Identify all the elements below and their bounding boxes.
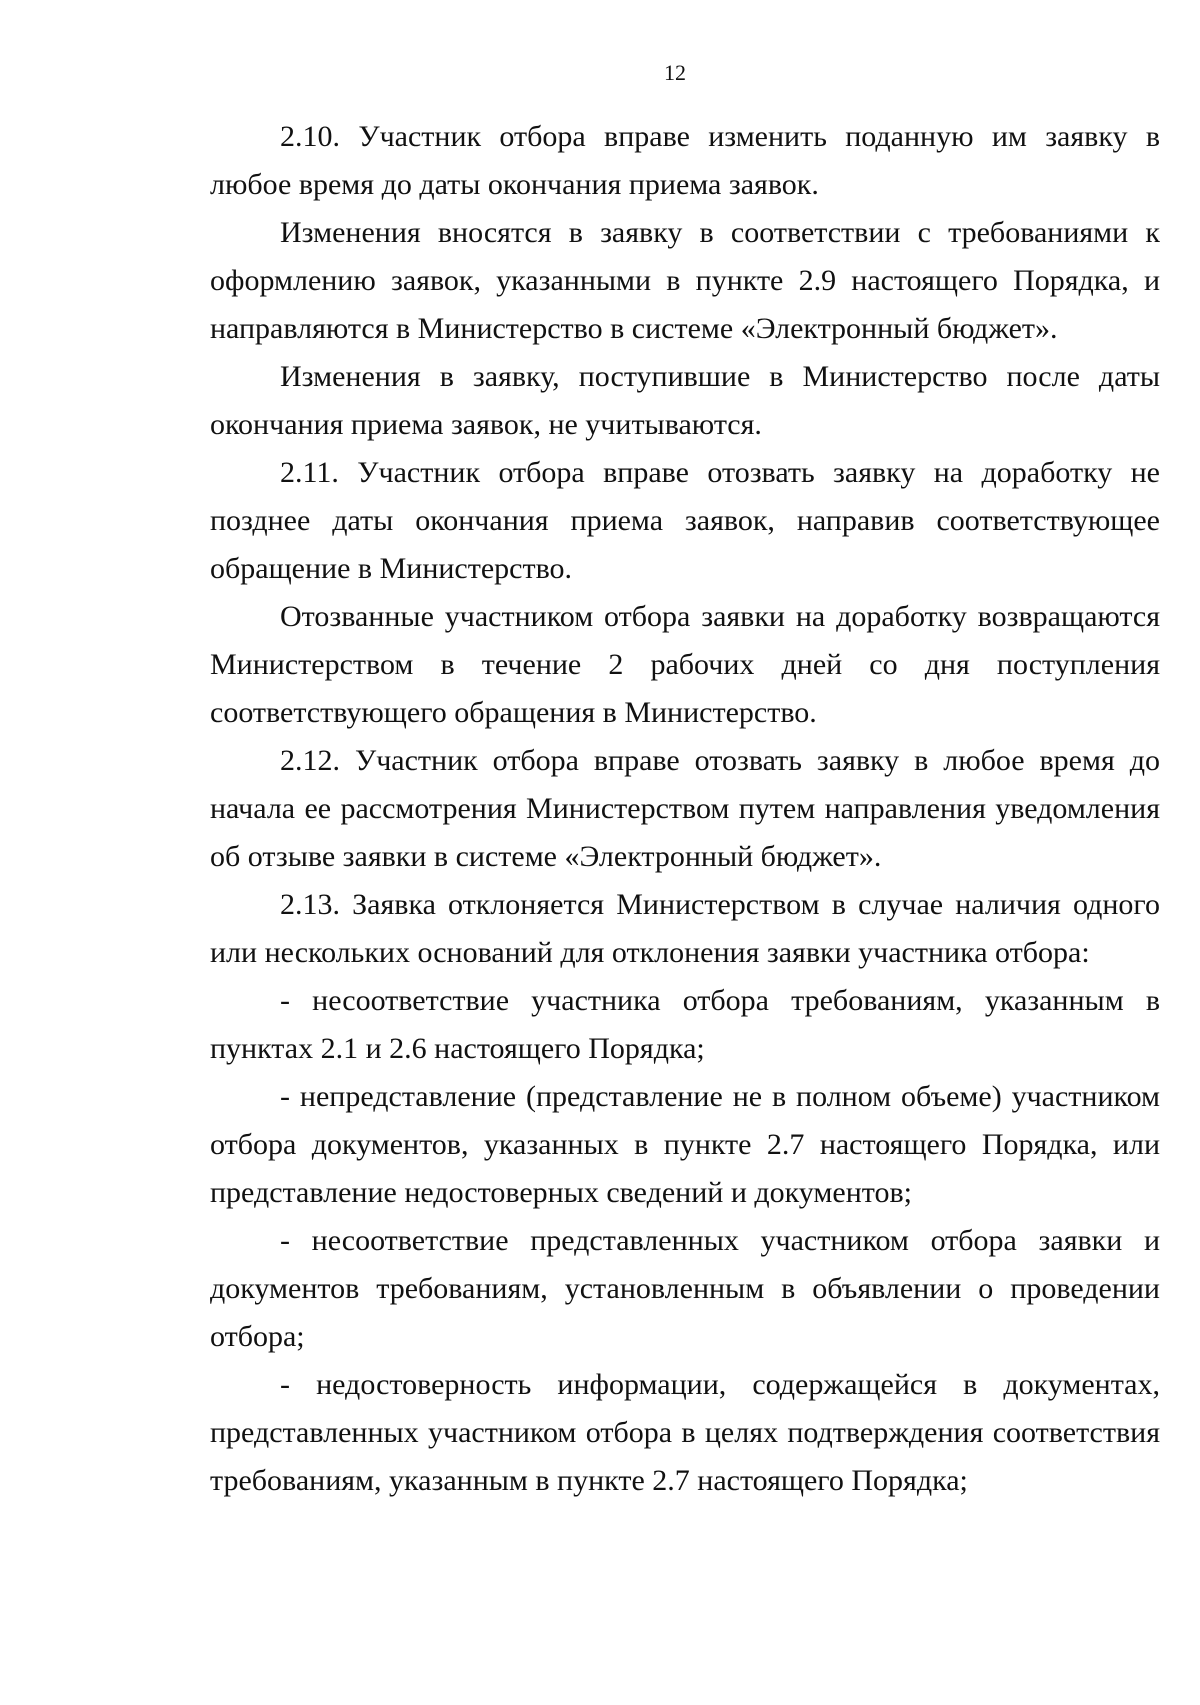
paragraph-changes-late: Изменения в заявку, поступившие в Министерство после даты окончания приема заявок, не учитываются.	[210, 360, 1160, 441]
list-item-nonsubmission-documents: - непредставление (представление не в полном объеме) участником отбора документов, указанных в пункте 2.7 настоящего Порядка, или представление недостоверных сведений и документов;	[210, 1080, 1160, 1209]
paragraph-changes-requirements: Изменения вносятся в заявку в соответствии с требованиями к оформлению заявок, указанными в пункте 2.9 настоящего Порядка, и направляются в Министерство в системе «Электронный бюджет».	[210, 216, 1160, 345]
list-item-noncompliance-participant: - несоответствие участника отбора требованиям, указанным в пунктах 2.1 и 2.6 настоящего Порядка;	[210, 984, 1160, 1065]
paragraph-returned-applications: Отозванные участником отбора заявки на доработку возвращаются Министерством в течение 2 рабочих дней со дня поступления соответствующего обращения в Министерство.	[210, 600, 1160, 729]
document-body	[210, 113, 1160, 1505]
paragraph-2-11: 2.11. Участник отбора вправе отозвать заявку на доработку не позднее даты окончания приема заявок, направив соответствующее обращение в Министерство.	[210, 456, 1160, 585]
list-item-unreliable-information: - недостоверность информации, содержащейся в документах, представленных участником отбора в целях подтверждения соответствия требованиям, указанным в пункте 2.7 настоящего Порядка;	[210, 1368, 1160, 1497]
paragraph-2-10: 2.10. Участник отбора вправе изменить поданную им заявку в любое время до даты окончания приема заявок.	[210, 120, 1160, 201]
paragraph-2-13: 2.13. Заявка отклоняется Министерством в случае наличия одного или нескольких оснований для отклонения заявки участника отбора:	[210, 888, 1160, 969]
paragraph-2-12: 2.12. Участник отбора вправе отозвать заявку в любое время до начала ее рассмотрения Министерством путем направления уведомления об отзыве заявки в системе «Электронный бюджет».	[210, 744, 1160, 873]
list-item-noncompliance-application: - несоответствие представленных участником отбора заявки и документов требованиям, установленным в объявлении о проведении отбора;	[210, 1224, 1160, 1353]
page-number: 12	[664, 60, 686, 85]
